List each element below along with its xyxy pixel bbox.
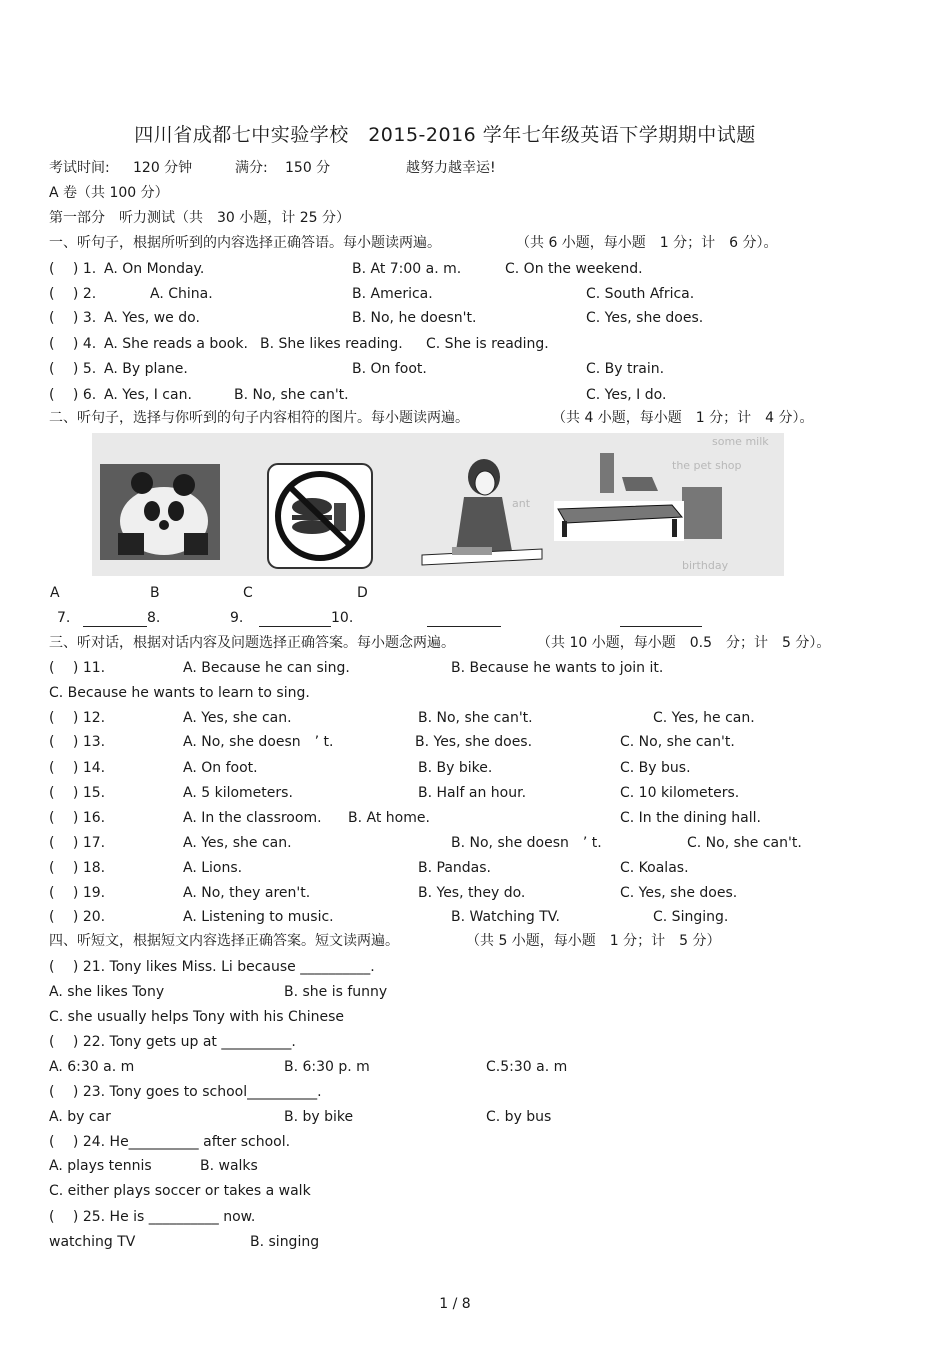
answer-blank-3[interactable] (427, 609, 501, 627)
q17-number: ( ) 17. (49, 835, 106, 851)
picture-strip (92, 433, 784, 576)
q13-option-b: B. Yes, she does. (415, 734, 533, 750)
answer-10-label: 10. (331, 610, 354, 626)
q20-option-b: B. Watching TV. (451, 909, 560, 925)
sec4-heading: 四、听短文，根据短文内容选择正确答案。短文读两遍。 (49, 933, 399, 949)
q15-option-a: A. 5 kilometers. (183, 785, 293, 801)
q13-number: ( ) 13. (49, 734, 106, 750)
sec4-score: （共 5 小题，每小题 1 分；计 5 分） (466, 933, 721, 949)
q4-option-b: B. She likes reading. (260, 336, 403, 352)
q4-option-c: C. She is reading. (426, 336, 549, 352)
q2-option-a: A. China. (150, 286, 213, 302)
sec2-heading: 二、听句子，选择与你听到的句子内容相符的图片。每小题读两遍。 (49, 410, 469, 426)
q21-option-c: C. she usually helps Tony with his Chinese (49, 1009, 344, 1025)
q1-number: ( ) 1. (49, 261, 97, 277)
pic-label-a: A (50, 585, 60, 601)
q5-option-c: C. By train. (586, 361, 665, 377)
q21-option-a: A. she likes Tony (49, 984, 165, 1000)
q13-option-a: A. No, she doesn ’ t. (183, 734, 334, 750)
q16-number: ( ) 16. (49, 810, 106, 826)
answer-8-label: 8. (147, 610, 161, 626)
q6-option-b: B. No, she can't. (234, 387, 349, 403)
q11-number: ( ) 11. (49, 660, 106, 676)
page-number: 1 / 8 (439, 1296, 471, 1312)
q3-number: ( ) 3. (49, 310, 97, 326)
q20-number: ( ) 20. (49, 909, 106, 925)
q12-option-c: C. Yes, he can. (653, 710, 755, 726)
q16-option-b: B. At home. (348, 810, 430, 826)
q20-option-a: A. Listening to music. (183, 909, 334, 925)
q22-option-b: B. 6:30 p. m (284, 1059, 370, 1075)
q23-option-a: A. by car (49, 1109, 111, 1125)
sec1-heading: 一、听句子，根据所听到的内容选择正确答语。每小题读两遍。 (49, 235, 441, 251)
q24-option-b: B. walks (200, 1158, 258, 1174)
pic-label-b: B (150, 585, 160, 601)
q19-option-a: A. No, they aren't. (183, 885, 311, 901)
sec2-score: （共 4 小题，每小题 1 分；计 4 分）。 (552, 410, 814, 426)
q5-option-b: B. On foot. (352, 361, 427, 377)
pic-label-d: D (357, 585, 368, 601)
part1-heading: 第一部分 听力测试（共 30 小题，计 25 分） (49, 210, 350, 226)
image-text-4: birthday (682, 559, 729, 572)
q19-option-b: B. Yes, they do. (418, 885, 526, 901)
q16-option-c: C. In the dining hall. (620, 810, 761, 826)
q1-option-c: C. On the weekend. (505, 261, 643, 277)
q6-option-a: A. Yes, I can. (104, 387, 192, 403)
q25-question: ( ) 25. He is __________ now. (49, 1209, 256, 1225)
q23-question: ( ) 23. Tony goes to school__________. (49, 1084, 322, 1100)
q18-number: ( ) 18. (49, 860, 106, 876)
q19-number: ( ) 19. (49, 885, 106, 901)
q12-number: ( ) 12. (49, 710, 106, 726)
q21-option-b: B. she is funny (284, 984, 388, 1000)
sec1-score: （共 6 小题，每小题 1 分；计 6 分）。 (516, 235, 778, 251)
q4-option-a: A. She reads a book. (104, 336, 248, 352)
q15-number: ( ) 15. (49, 785, 106, 801)
q3-option-b: B. No, he doesn't. (352, 310, 477, 326)
image-text-1: some milk (712, 435, 769, 448)
q19-option-c: C. Yes, she does. (620, 885, 738, 901)
q17-option-c: C. No, she can't. (687, 835, 802, 851)
no-food-sign-picture (268, 464, 372, 568)
q23-option-b: B. by bike (284, 1109, 354, 1125)
motto: 越努力越幸运! (406, 160, 496, 176)
exam-time-value: 120 分钟 (133, 160, 193, 176)
q20-option-c: C. Singing. (653, 909, 729, 925)
q3-option-a: A. Yes, we do. (104, 310, 200, 326)
q22-question: ( ) 22. Tony gets up at __________. (49, 1034, 296, 1050)
q24-option-a: A. plays tennis (49, 1158, 152, 1174)
q16-option-a: A. In the classroom. (183, 810, 322, 826)
q24-option-c: C. either plays soccer or takes a walk (49, 1183, 311, 1199)
q12-option-a: A. Yes, she can. (183, 710, 292, 726)
q18-option-b: B. Pandas. (418, 860, 491, 876)
q14-number: ( ) 14. (49, 760, 106, 776)
q2-option-b: B. America. (352, 286, 433, 302)
q15-option-b: B. Half an hour. (418, 785, 527, 801)
answer-9-blank[interactable] (259, 609, 331, 627)
q5-number: ( ) 5. (49, 361, 97, 377)
answer-7-blank[interactable] (83, 609, 147, 627)
image-text-3: ant (512, 497, 531, 510)
q1-option-a: A. On Monday. (104, 261, 205, 277)
full-score-value: 150 分 (285, 160, 331, 176)
q14-option-c: C. By bus. (620, 760, 691, 776)
q3-option-c: C. Yes, she does. (586, 310, 704, 326)
q23-option-c: C. by bus (486, 1109, 552, 1125)
q15-option-c: C. 10 kilometers. (620, 785, 740, 801)
answer-blank-4[interactable] (620, 609, 702, 627)
exam-time-label: 考试时间: (49, 160, 110, 176)
q17-option-b: B. No, she doesn ’ t. (451, 835, 602, 851)
sec3-heading: 三、听对话，根据对话内容及问题选择正确答案。每小题念两遍。 (49, 635, 455, 651)
answer-9-label: 9. (230, 610, 244, 626)
q17-option-a: A. Yes, she can. (183, 835, 292, 851)
girl-reading-picture (422, 459, 542, 565)
q22-option-a: A. 6:30 a. m (49, 1059, 135, 1075)
q6-number: ( ) 6. (49, 387, 97, 403)
q11-option-a: A. Because he can sing. (183, 660, 350, 676)
q22-option-c: C.5:30 a. m (486, 1059, 568, 1075)
q2-option-c: C. South Africa. (586, 286, 695, 302)
q2-number: ( ) 2. (49, 286, 97, 302)
q18-option-c: C. Koalas. (620, 860, 689, 876)
q21-question: ( ) 21. Tony likes Miss. Li because __________. (49, 959, 375, 975)
page-title: 四川省成都七中实验学校 2015-2016 学年七年级英语下学期期中试题 (134, 124, 756, 146)
q14-option-a: A. On foot. (183, 760, 258, 776)
q25-option-a: watching TV (49, 1234, 136, 1250)
q1-option-b: B. At 7:00 a. m. (352, 261, 462, 277)
q11-option-b: B. Because he wants to join it. (451, 660, 664, 676)
image-text-2: the pet shop (672, 459, 742, 472)
pic-label-c: C (243, 585, 253, 601)
q11-option-c: C. Because he wants to learn to sing. (49, 685, 310, 701)
q13-option-c: C. No, she can't. (620, 734, 735, 750)
q12-option-b: B. No, she can't. (418, 710, 533, 726)
q18-option-a: A. Lions. (183, 860, 243, 876)
q4-number: ( ) 4. (49, 336, 97, 352)
answer-7-label: 7. (57, 610, 71, 626)
sec3-score: （共 10 小题，每小题 0.5 分；计 5 分）。 (537, 635, 831, 651)
panda-picture (100, 464, 220, 560)
paper-a-heading: A 卷（共 100 分） (49, 185, 169, 201)
pictures-svg (92, 433, 784, 576)
q6-option-c: C. Yes, I do. (586, 387, 667, 403)
full-score-label: 满分: (235, 160, 268, 176)
q14-option-b: B. By bike. (418, 760, 493, 776)
q24-question: ( ) 24. He__________ after school. (49, 1134, 291, 1150)
q25-option-b: B. singing (250, 1234, 320, 1250)
q5-option-a: A. By plane. (104, 361, 188, 377)
